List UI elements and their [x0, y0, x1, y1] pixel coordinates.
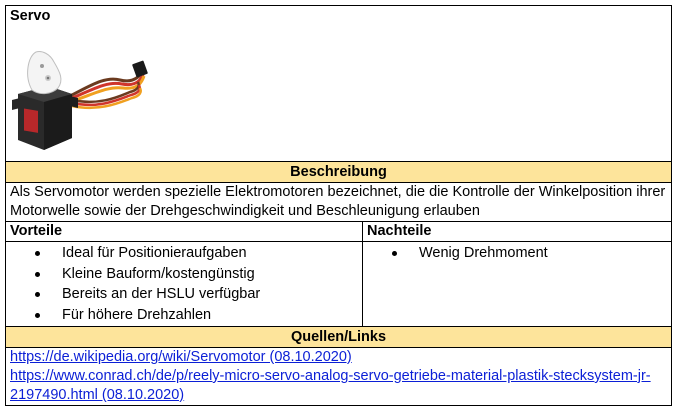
wikipedia-link[interactable]: https://de.wikipedia.org/wiki/Servomotor (08.10.2020) [10, 349, 352, 365]
vorteile-list [10, 242, 358, 326]
quellen-heading: Quellen/Links [6, 327, 672, 348]
conrad-link[interactable]: https://www.conrad.ch/de/p/reely-micro-servo-analog-servo-getriebe-material-plastik-stecksystem-jr-2197490.html (08.10.2020) [10, 368, 651, 403]
servo-info-table [5, 5, 672, 406]
servo-motor-image [10, 46, 150, 154]
vorteile-item: Ideal für Positionieraufgaben [62, 243, 358, 264]
nachteile-item: Wenig Drehmoment [419, 243, 667, 264]
vorteile-heading: Vorteile [6, 222, 363, 242]
nachteile-list [367, 242, 667, 265]
vorteile-cell [6, 242, 363, 327]
nachteile-heading: Nachteile [363, 222, 672, 242]
vorteile-item: Bereits an der HSLU verfügbar [62, 284, 358, 305]
beschreibung-text: Als Servomotor werden spezielle Elektromotoren bezeichnet, die die Kontrolle der Winkelposition ihrer Motorwelle sowie der Drehgeschwindigkeit und Beschleunigung erlauben [6, 183, 672, 222]
title-cell [6, 6, 672, 162]
page-title: Servo [10, 8, 51, 24]
quellen-cell [6, 348, 672, 406]
vorteile-item: Für höhere Drehzahlen [62, 305, 358, 326]
vorteile-item: Kleine Bauform/kostengünstig [62, 264, 358, 285]
nachteile-cell [363, 242, 672, 327]
beschreibung-heading: Beschreibung [6, 162, 672, 183]
